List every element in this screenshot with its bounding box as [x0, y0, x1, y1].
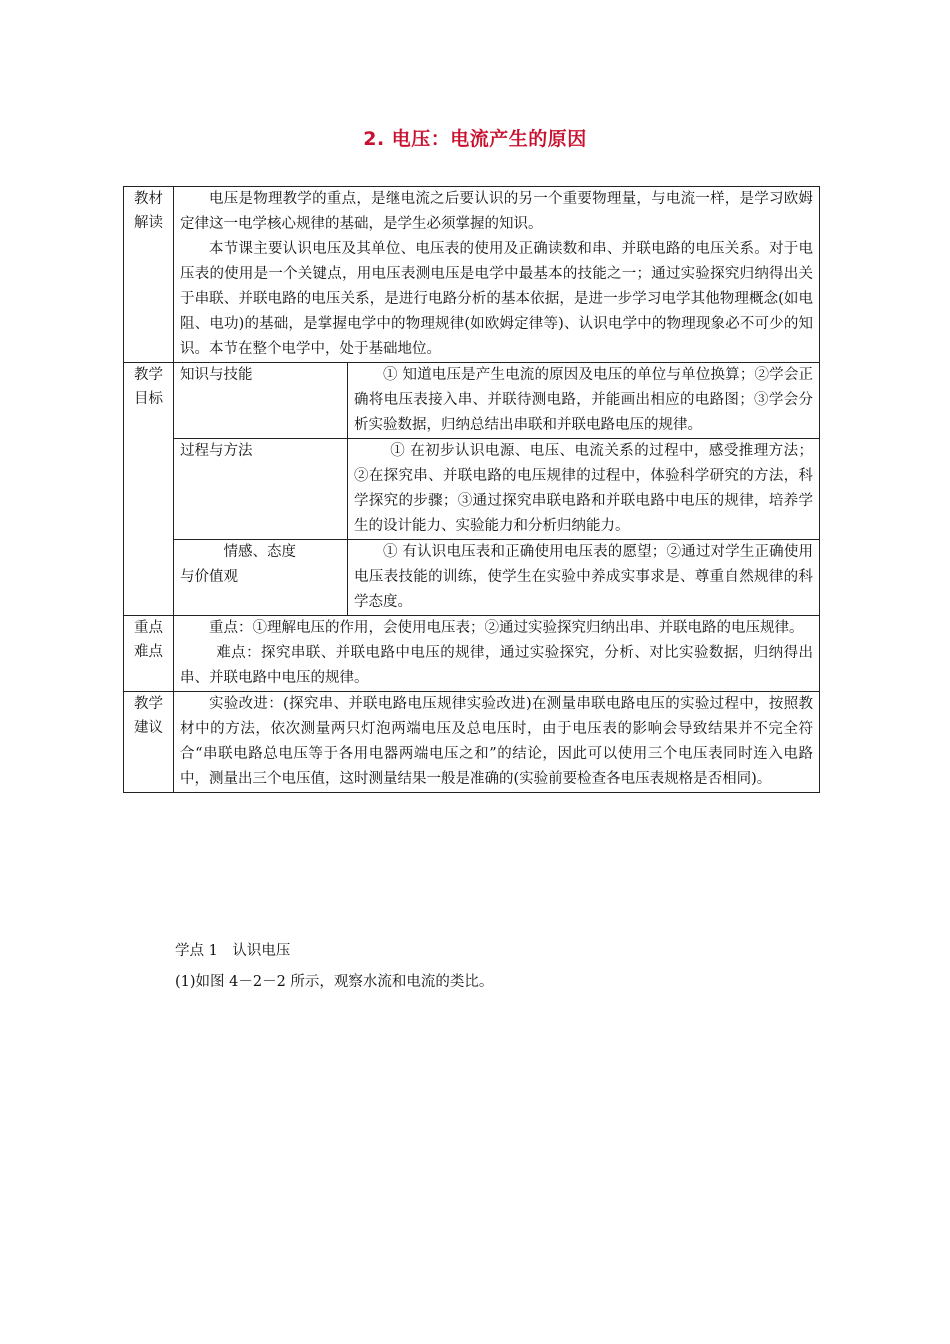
process-methods-text: ① 在初步认识电源、电压、电流关系的过程中，感受推理方法；②在探究串、并联电路的电压规律的过程中，体验科学研究的方法，科学探究的步骤；③通过探究串联电路和并联电路中电压的规律，培养学生的设计能力、实验能力和分析归纳能力。	[348, 439, 820, 540]
difficulty-paragraph: 难点：探究串联、并联电路中电压的规律，通过实验探究，分析、对比实验数据，归纳得出串、并联电路中电压的规律。	[180, 645, 813, 686]
row-label: 教学 建议	[124, 692, 174, 793]
teaching-suggestion-cell	[174, 692, 820, 793]
row-label: 教学 目标	[124, 363, 174, 616]
teaching-suggestion-paragraph: 实验改进：(探究串、并联电路电压规律实验改进)在测量串联电路电压的实验过程中，按照教材中的方法，依次测量两只灯泡两端电压及总电压时，由于电压表的影响会导致结果并不完全符合“串联电路总电压等于各用电器两端电压之和”的结论，因此可以使用三个电压表同时连入电路中，测量出三个电压值，这时测量结果一般是准确的(实验前要检查各电压表规格是否相同)。	[180, 696, 813, 787]
key-point-paragraph: 重点：①理解电压的作用，会使用电压表；②通过实验探究归纳出串、并联电路的电压规律。	[209, 620, 804, 636]
table-row	[124, 439, 820, 540]
table-row	[124, 363, 820, 439]
key-points-cell	[174, 616, 820, 692]
page-title: 2. 电压：电流产生的原因	[363, 128, 587, 150]
process-methods-label: 过程与方法	[174, 439, 348, 540]
table-row	[124, 187, 820, 363]
table-row	[124, 540, 820, 616]
knowledge-skills-label: 知识与技能	[174, 363, 348, 439]
row-label: 重点 难点	[124, 616, 174, 692]
material-analysis-paragraph: 电压是物理教学的重点，是继电流之后要认识的另一个重要物理量，与电流一样，是学习欧姆定律这一电学核心规律的基础，是学生必须掌握的知识。	[180, 191, 813, 232]
body-line: (1)如图 4－2－2 所示，观察水流和电流的类比。	[175, 974, 494, 990]
emotion-values-label: 情感、态度 与价值观	[174, 540, 348, 616]
row-label: 教材 解读	[124, 187, 174, 363]
knowledge-skills-text: ① 知道电压是产生电流的原因及电压的单位与单位换算；②学会正确将电压表接入串、并联待测电路，并能画出相应的电路图；③学会分析实验数据，归纳总结出串联和并联电路电压的规律。	[348, 363, 820, 439]
emotion-values-text: ① 有认识电压表和正确使用电压表的愿望；②通过对学生正确使用电压表技能的训练，使学生在实验中养成实事求是、尊重自然规律的科学态度。	[348, 540, 820, 616]
lesson-plan-table	[123, 186, 820, 793]
table-row	[124, 692, 820, 793]
section-heading: 学点 1 认识电压	[175, 943, 291, 959]
table-row	[124, 616, 820, 692]
material-analysis-paragraph: 本节课主要认识电压及其单位、电压表的使用及正确读数和串、并联电路的电压关系。对于电压表的使用是一个关键点，用电压表测电压是电学中最基本的技能之一；通过实验探究归纳得出关于串联、并联电路的电压关系，是进行电路分析的基本依据，是进一步学习电学其他物理概念(如电阻、电功)的基础，是掌握电学中的物理规律(如欧姆定律等)、认识电学中的物理现象必不可少的知识。本节在整个电学中，处于基础地位。	[180, 241, 813, 357]
material-analysis-cell	[174, 187, 820, 363]
